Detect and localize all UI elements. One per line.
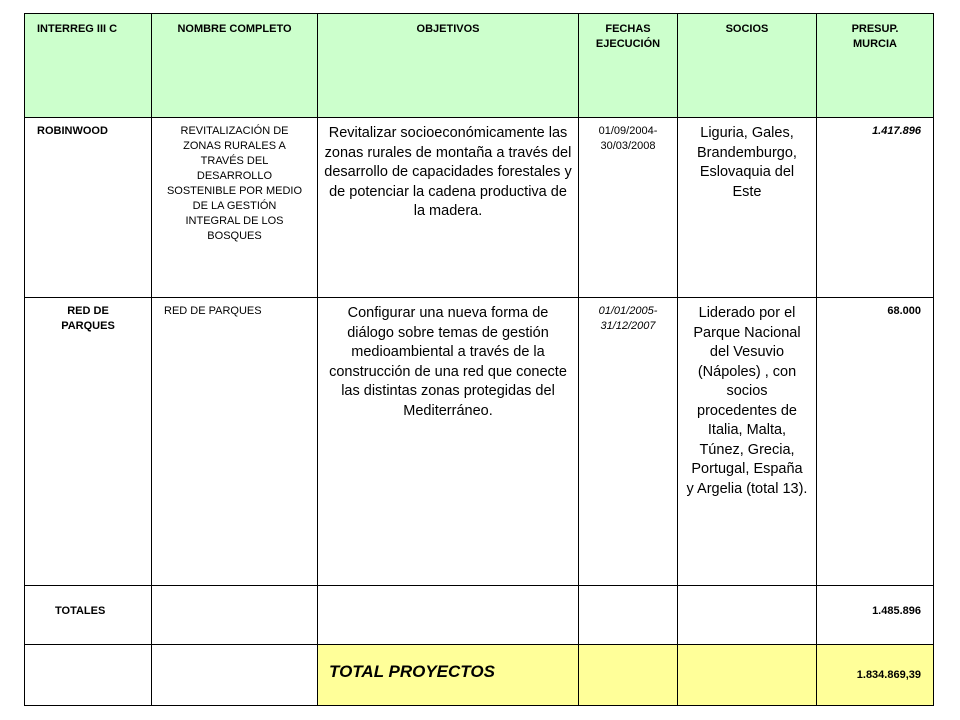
cell-fechas-text: 01/09/2004-30/03/2008 bbox=[598, 125, 658, 152]
total-proyectos-label: TOTAL PROYECTOS bbox=[329, 662, 495, 681]
cell-presupuesto: 1.417.896 bbox=[817, 118, 934, 298]
empty-cell bbox=[152, 586, 318, 645]
empty-cell bbox=[152, 645, 318, 706]
cell-objetivos: Configurar una nueva forma de diálogo sobre temas de gestión medioambiental a través de la construcción de una red que conecte las distintas zonas protegidas del Mediterráneo. bbox=[318, 298, 579, 586]
cell-fechas bbox=[579, 118, 678, 298]
header-socios: SOCIOS bbox=[678, 14, 817, 118]
totales-value: 1.485.896 bbox=[817, 586, 934, 645]
table-row bbox=[25, 118, 934, 298]
cell-nombre: REVITALIZACIÓN DE ZONAS RURALES A TRAVÉS DEL DESARROLLO SOSTENIBLE POR MEDIO DE LA GESTIÓN INTEGRAL DE LOS BOSQUES bbox=[152, 118, 318, 298]
header-presupuesto bbox=[817, 14, 934, 118]
totales-label: TOTALES bbox=[25, 586, 152, 645]
total-proyectos-cell bbox=[318, 645, 579, 706]
projects-table bbox=[24, 13, 934, 706]
cell-programa: ROBINWOOD bbox=[25, 118, 152, 298]
empty-cell bbox=[678, 586, 817, 645]
header-interreg: INTERREG III C bbox=[25, 14, 152, 118]
header-fechas-label: FECHAS EJECUCIÓN bbox=[595, 23, 661, 50]
header-fechas bbox=[579, 14, 678, 118]
cell-presupuesto: 68.000 bbox=[817, 298, 934, 586]
cell-socios: Liderado por el Parque Nacional del Vesuvio (Nápoles) , con socios procedentes de Italia, Malta, Túnez, Grecia, Portugal, España y Argelia (total 13). bbox=[678, 298, 817, 586]
empty-cell bbox=[579, 586, 678, 645]
total-proyectos-value-cell bbox=[817, 645, 934, 706]
cell-nombre: RED DE PARQUES bbox=[152, 298, 318, 586]
total-proyectos-value: 1.834.869,39 bbox=[856, 669, 921, 681]
empty-cell bbox=[678, 645, 817, 706]
header-nombre: NOMBRE COMPLETO bbox=[152, 14, 318, 118]
header-objetivos: OBJETIVOS bbox=[318, 14, 579, 118]
cell-socios: Liguria, Gales, Brandemburgo, Eslovaquia del Este bbox=[678, 118, 817, 298]
header-row bbox=[25, 14, 934, 118]
empty-cell bbox=[318, 586, 579, 645]
cell-objetivos: Revitalizar socioeconómicamente las zonas rurales de montaña a través del desarrollo de capacidades forestales y de potenciar la cadena productiva de la madera. bbox=[318, 118, 579, 298]
totales-row bbox=[25, 586, 934, 645]
total-proyectos-row bbox=[25, 645, 934, 706]
empty-cell bbox=[25, 645, 152, 706]
cell-programa-text: RED DE PARQUES bbox=[61, 305, 115, 332]
cell-fechas bbox=[579, 298, 678, 586]
header-presupuesto-label: PRESUP. MURCIA bbox=[851, 23, 899, 50]
cell-programa bbox=[25, 298, 152, 586]
table-row bbox=[25, 298, 934, 586]
empty-cell bbox=[579, 645, 678, 706]
cell-fechas-text: 01/01/2005-31/12/2007 bbox=[598, 305, 658, 332]
